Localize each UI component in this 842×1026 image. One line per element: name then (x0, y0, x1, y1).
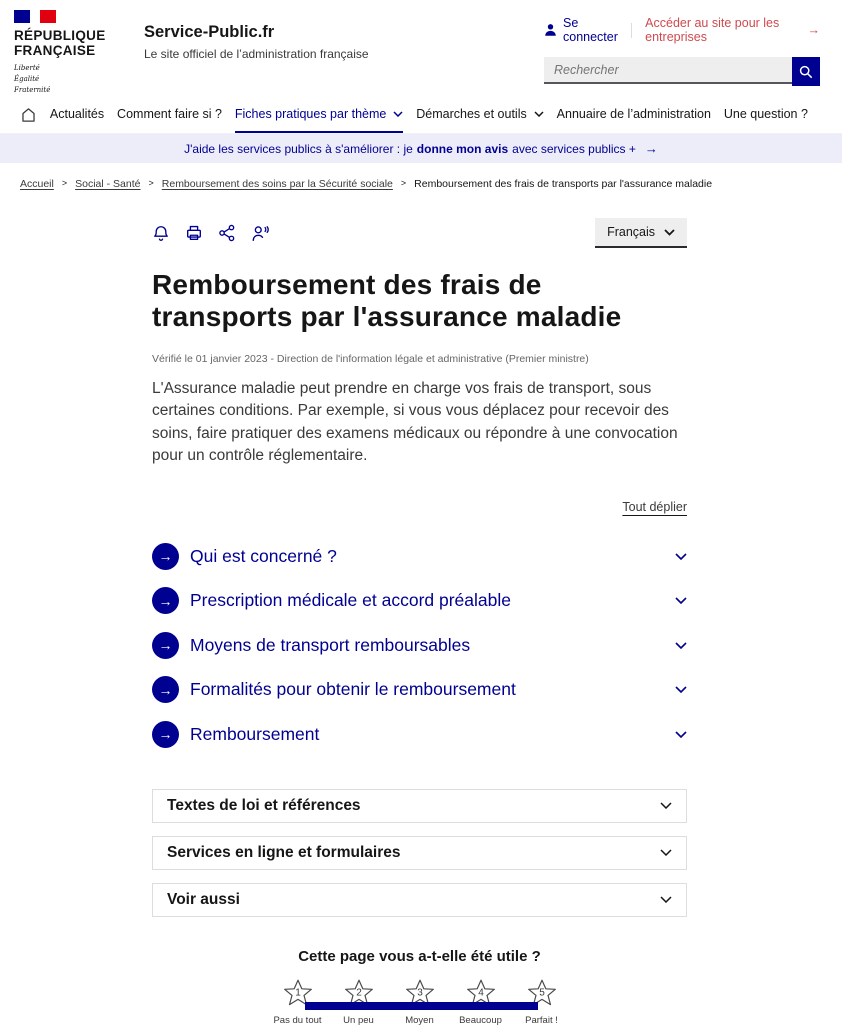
chevron-down-icon (675, 553, 687, 560)
arrow-circle-icon: → (152, 587, 179, 614)
chevron-right-icon: > (61, 178, 68, 188)
chevron-down-icon (534, 111, 544, 117)
language-selector[interactable]: Français (595, 218, 687, 248)
section-prescription-medicale[interactable]: → Prescription médicale et accord préalable (152, 579, 687, 624)
user-icon (544, 23, 557, 37)
search-input[interactable] (544, 57, 792, 84)
breadcrumb-social-sante[interactable]: Social - Santé (75, 178, 141, 190)
chevron-right-icon: > (400, 178, 407, 188)
listen-text-to-speech-icon[interactable] (251, 224, 271, 243)
rating-star-2[interactable]: 2 Un peu (331, 978, 386, 1026)
divider (631, 23, 632, 38)
search-button[interactable] (792, 57, 820, 86)
breadcrumb-current: Remboursement des frais de transports par l'assurance maladie (414, 178, 713, 190)
svg-text:1: 1 (294, 987, 301, 999)
chevron-down-icon (675, 642, 687, 649)
chevron-down-icon (660, 896, 672, 903)
nav-item-comment-faire-si[interactable]: Comment faire si ? (117, 107, 222, 121)
breadcrumb (20, 178, 822, 190)
breadcrumb-remboursement-soins[interactable]: Remboursement des soins par la Sécurité sociale (161, 178, 393, 190)
rating-star-4[interactable]: 4 Beaucoup (453, 978, 508, 1026)
republic-wordmark: RÉPUBLIQUE FRANÇAISE (14, 28, 106, 59)
notifications-bell-icon[interactable] (152, 224, 170, 243)
nav-item-fiches-pratiques[interactable]: Fiches pratiques par thème (235, 97, 403, 133)
nav-item-demarches-outils[interactable]: Démarches et outils (416, 97, 543, 133)
chevron-down-icon (660, 849, 672, 856)
gouv-logo[interactable] (14, 10, 116, 96)
box-voir-aussi[interactable]: Voir aussi (152, 883, 687, 917)
rating-star-1[interactable]: 1 Pas du tout (270, 978, 325, 1026)
arrow-circle-icon: → (152, 543, 179, 570)
page-title: Remboursement des frais de transports par l'assurance maladie (152, 269, 622, 333)
chevron-down-icon (675, 597, 687, 604)
section-formalites[interactable]: → Formalités pour obtenir le remboursement (152, 668, 687, 713)
motto: Liberté Égalité Fraternité (14, 64, 51, 94)
business-site-link[interactable]: Accéder au site pour les entreprises → (645, 16, 820, 44)
box-textes-de-loi[interactable]: Textes de loi et références (152, 789, 687, 823)
page-toolbar (152, 218, 687, 248)
arrow-circle-icon: → (152, 721, 179, 748)
intro-paragraph: L'Assurance maladie peut prendre en charge vos frais de transport, sous certaines conditions. Par exemple, si vous vous déplacez pour recevoir des soins, faire pratiquer des examens médicaux ou répondre à une convocation pour un contrôle réglementaire. (152, 379, 678, 464)
arrow-right-icon: → (807, 23, 820, 37)
header-tools (544, 10, 820, 86)
svg-text:3: 3 (416, 987, 423, 999)
verified-date: Vérifié le 01 janvier 2023 - Direction de l'information légale et administrative (Premier ministre) (152, 352, 589, 365)
arrow-circle-icon: → (152, 632, 179, 659)
nav-item-une-question[interactable]: Une question ? (723, 107, 808, 121)
section-remboursement[interactable]: → Remboursement (152, 712, 687, 757)
chevron-down-icon (675, 686, 687, 693)
section-moyens-de-transport[interactable]: → Moyens de transport remboursables (152, 623, 687, 668)
feedback-banner[interactable]: J'aide les services publics à s'améliorer : je donne mon avis avec services publics + → (0, 134, 842, 163)
reference-accordions (152, 789, 687, 917)
accordion-sections (152, 534, 687, 757)
chevron-down-icon (675, 731, 687, 738)
main-nav (0, 97, 842, 134)
rating-star-3[interactable]: 3 Moyen (392, 978, 447, 1026)
login-link[interactable]: Se connecter (544, 16, 618, 44)
box-services-en-ligne[interactable]: Services en ligne et formulaires (152, 836, 687, 870)
nav-item-actualites[interactable]: Actualités (49, 107, 105, 121)
svg-text:2: 2 (355, 987, 362, 999)
svg-text:4: 4 (477, 987, 484, 999)
search-bar (544, 57, 820, 86)
home-icon[interactable] (20, 97, 37, 133)
chevron-down-icon (660, 802, 672, 809)
breadcrumb-home[interactable]: Accueil (20, 178, 54, 190)
rating-star-5[interactable]: 5 Parfait ! (514, 978, 569, 1026)
chevron-right-icon: > (148, 178, 154, 188)
french-flag-icon (14, 10, 56, 23)
article (152, 218, 687, 1026)
site-header (0, 0, 842, 97)
site-brand[interactable] (144, 10, 369, 61)
chevron-down-icon (664, 229, 675, 236)
arrow-circle-icon: → (152, 676, 179, 703)
footer-element-cutoff (305, 1002, 538, 1010)
arrow-right-icon: → (644, 141, 658, 156)
section-qui-est-concerne[interactable]: → Qui est concerné ? (152, 534, 687, 579)
share-icon[interactable] (218, 224, 236, 242)
page-rating (152, 948, 687, 1026)
expand-all-button[interactable]: Tout déplier (622, 500, 687, 515)
site-tagline: Le site officiel de l’administration française (144, 47, 369, 61)
site-title: Service-Public.fr (144, 23, 275, 41)
chevron-down-icon (393, 111, 403, 117)
nav-item-annuaire[interactable]: Annuaire de l’administration (556, 107, 711, 121)
rating-question: Cette page vous a-t-elle été utile ? (298, 947, 541, 965)
print-icon[interactable] (185, 224, 203, 242)
svg-text:5: 5 (538, 987, 545, 999)
search-icon (798, 64, 814, 80)
